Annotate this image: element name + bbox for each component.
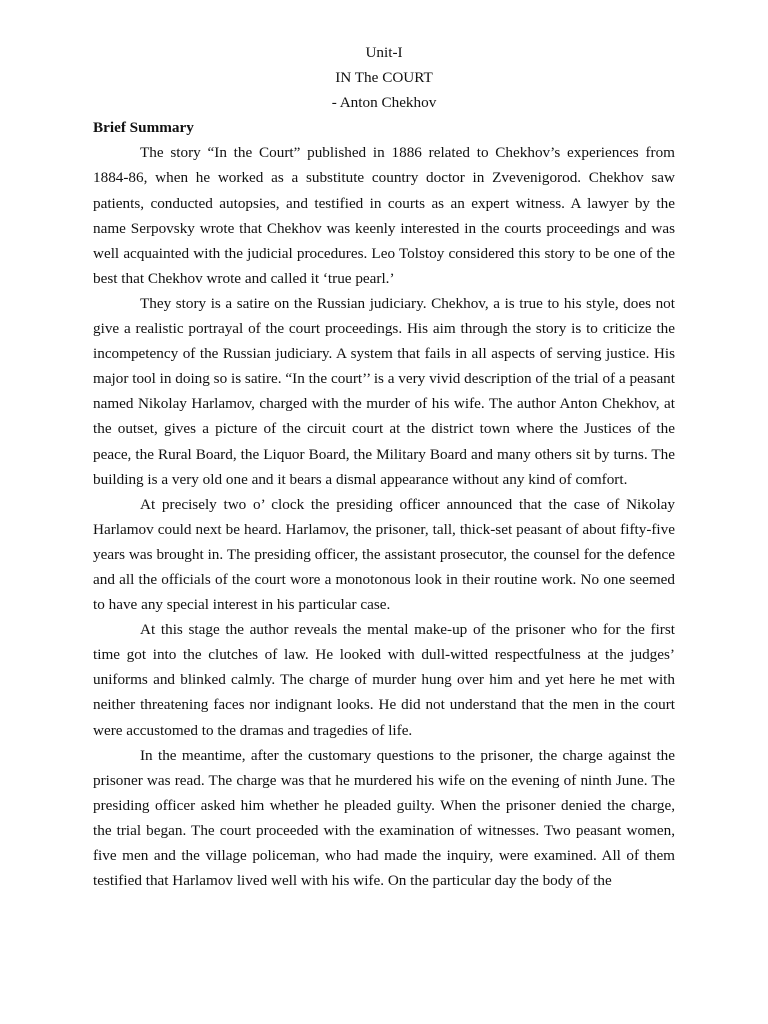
paragraph-3: At precisely two o’ clock the presiding officer announced that the case of Nikolay Harlamov could next be heard. Harlamov, the prisoner, tall, thick-set peasant of about fifty-five years was brought in. The presiding officer, the assistant prosecutor, the counsel for the defence and all the officials of the court wore a monotonous look in their routine work. No one seemed to have any special interest in his particular case.: [93, 495, 675, 614]
story-title: IN The COURT: [335, 69, 433, 87]
paragraph-5: In the meantime, after the customary questions to the prisoner, the charge against the prisoner was read. The charge was that he murdered his wife on the evening of ninth June. The presiding officer asked him whether he pleaded guilty. When the prisoner denied the charge, the trial began. The court proceeded with the examination of witnesses. Two peasant women, five men and the village policeman, who had made the inquiry, were examined. All of them testified that Harlamov lived well with his wife. On the particular day the body of the: [93, 746, 675, 890]
document-page: [93, 40, 675, 893]
paragraph-2: They story is a satire on the Russian judiciary. Chekhov, a is true to his style, does not give a realistic portrayal of the court proceedings. His aim through the story is to criticize the incompetency of the Russian judiciary. A system that fails in all aspects of serving justice. His major tool in doing so is satire. “In the court’’ is a very vivid description of the trial of a peasant named Nikolay Harlamov, charged with the murder of his wife. The author Anton Chekhov, at the outset, gives a picture of the circuit court at the district town where the Justices of the peace, the Rural Board, the Liquor Board, the Military Board and many others sit by turns. The building is a very old one and it bears a dismal appearance without any kind of comfort.: [93, 294, 675, 488]
unit-label: Unit-I: [365, 44, 403, 61]
section-heading: Brief Summary: [93, 119, 194, 137]
paragraph-1: The story “In the Court” published in 1886 related to Chekhov’s experiences from 1884-86, when he worked as a substitute country doctor in Zvevenigorod. Chekhov saw patients, conducted autopsies, and testified in courts as an expert witness. A lawyer by the name Serpovsky wrote that Chekhov was keenly interested in the courts proceedings and was well acquainted with the judicial procedures. Leo Tolstoy considered this story to be one of the best that Chekhov wrote and called it ‘true pearl.’: [93, 144, 675, 287]
author-name: - Anton Chekhov: [331, 94, 437, 112]
heading-block: [93, 40, 675, 115]
paragraph-4: At this stage the author reveals the mental make-up of the prisoner who for the first time got into the clutches of law. He looked with dull-witted respectfulness at the judges’ uniforms and blinked calmly. The charge of murder hung over him and yet here he met with neither threatening faces nor indignant looks. He did not understand that the men in the court were accustomed to the dramas and tragedies of life.: [93, 621, 675, 739]
